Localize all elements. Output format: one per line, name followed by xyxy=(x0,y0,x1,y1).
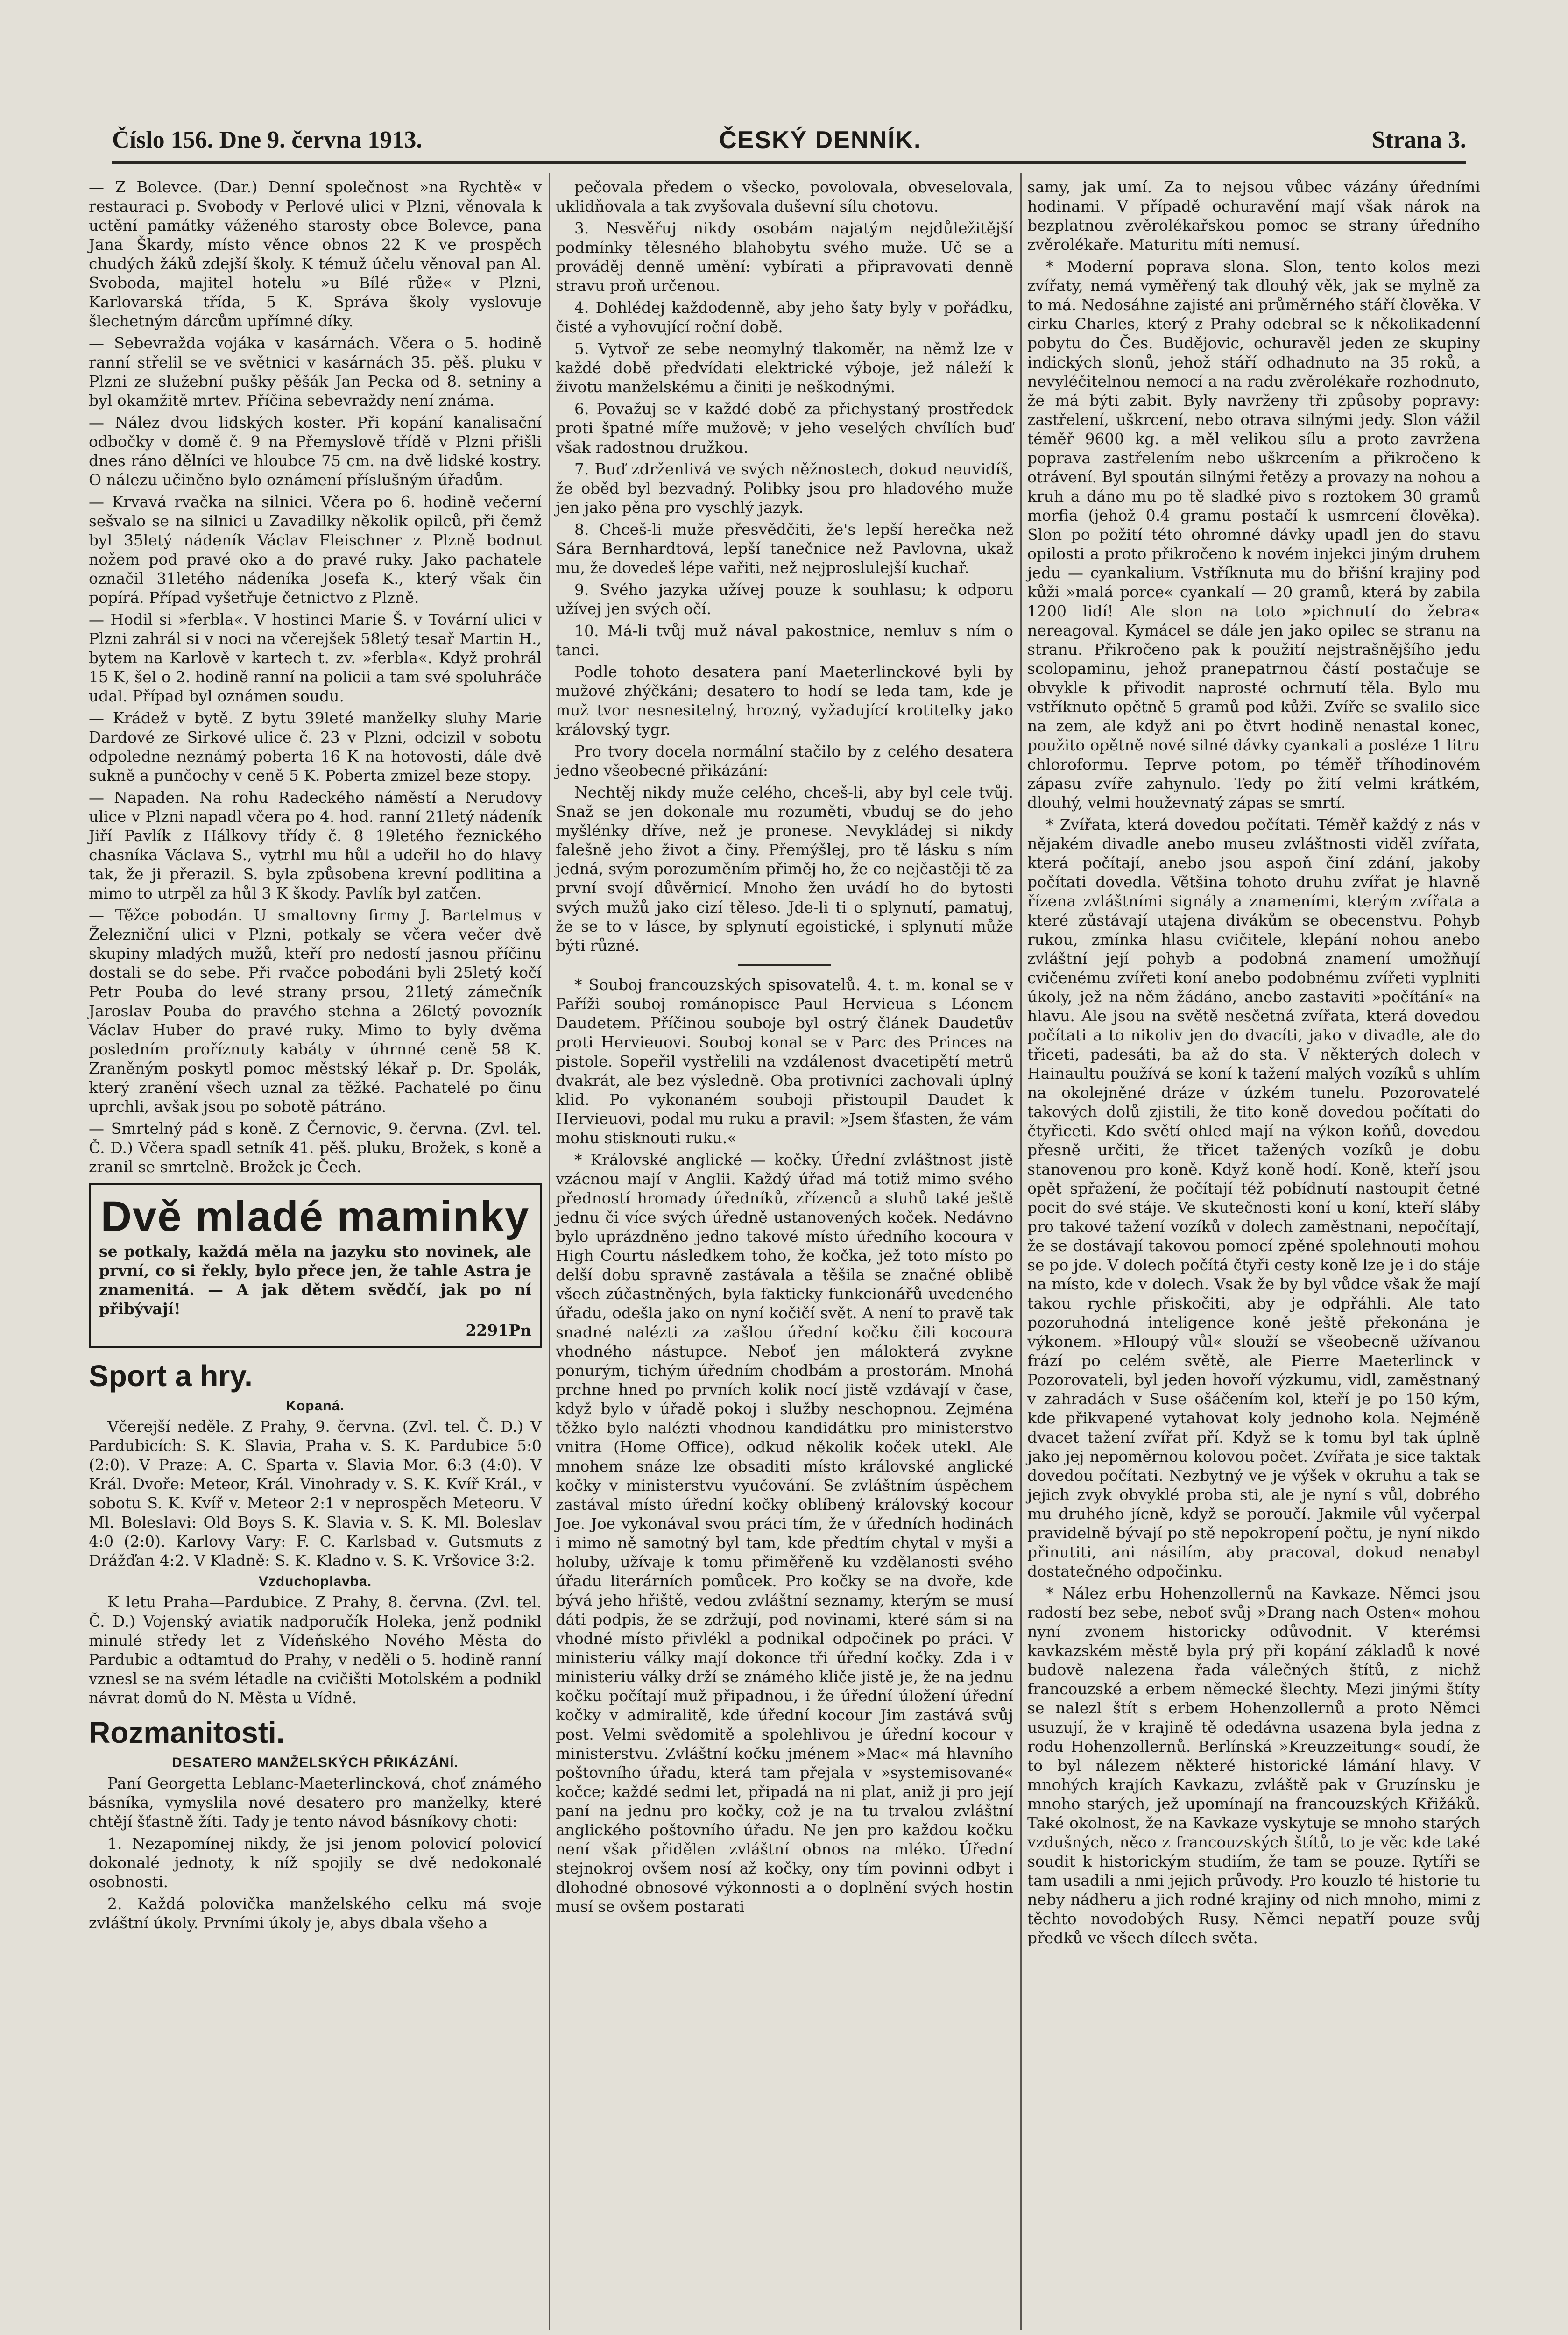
news-item-duel: * Souboj francouzských spisovatelů. 4. t. m. konal se v Paříži souboj románopisce Paul Hervieua s Léonem Daudetem. Příčinou souboje byl ostrý článek Daudetův proti Hervieuovi. Souboj konal se v Parc des Princes na pistole. Sopeřil vystřelili na vzdálenost dvacetipětí metrů dvakrát, ale bez výsledně. Oba protivníci zachovali úplný klid. Po vykonaném souboji přistoupil Daudet k Hervieuovi, podal mu ruku a pravil: »Jsem šťasten, že vám mohu stisknouti ruku.« xyxy=(556,976,1013,1147)
page-number: Strana 3. xyxy=(1371,127,1466,153)
header-rule xyxy=(112,161,1466,164)
section-heading-miscellany: Rozmanitosti. xyxy=(89,1716,285,1749)
paragraph: Nechtěj nikdy muže celého, chceš-li, aby byl cele tvůj. Snaž se jen dokonale mu rozuměti, vbuduj se do jeho myšlénky dříve, než je pronese. Nevykládej si nikdy falešně jeho život a činy. Přemýšlej, pro tě lásku s ním jedná, svým porozuměním přiměj ho, že co nejčastěji tě za první svojí důvěrnicí. Mnoho žen uvádí ho do bytosti svých mužů jako cizí těleso. Jde-li ti o splynutí, pamatuj, že se to v lásce, by splynutí egoistické, i splynutí může býti různé. xyxy=(556,783,1013,955)
news-item-animals: * Zvířata, která dovedou počítati. Téměř každý z nás v nějakém divadle anebo museu zvláštnosti viděl zvířata, která počítají, anebo jsou aspoň činí zdání, jakoby počítati dovedla. Většina tohoto druhu zvířat je hlavně řízena zvláštními signály a znameními, kterým zvířata a které zůstávají utajena divákům se obecenstvu. Pohyb rukou, zmínka hlasu cvičitele, klepání nohou anebo zvláštní její pohyb a podobná znamení umožňují cvičenému zvířeti koní anebo podobnému zvířeti vyplniti úkoly, jež na něm žádáno, anebo zastaviti »počítání« na hlavu. Ale jsou na světě nesčetná zvířata, která dovedou počítati a to nikoliv jen do dvacíti, jako v divadle, ale do třiceti, padesáti, ba až do sta. V některých dolech v Hainaultu používá se koní k tažení malých vozíků s uhlím na okolejněné dráze v úzkém tunelu. Pozorovatelé takových dolů zjistili, že tito koně dovedou počítati do čtyřiceti. Kdo světí ohled mají na výkon koňů, dovedou přesně určiti, že třicet tažených vozíků je dobu stanovenou pro koně. Když koně hodí. Koně, kteří jsou opět spřažení, že počítají též pobídnutí nastoupit četné pocit do své stáje. Ve skutečnosti koní u koní, kteří sláby pro takové tažení vozíků v dolech zaměstnani, nepočítají, že se dostávají takovou pomocí zpěné spolehnouti mohou se po jde. V dolech počítá čtyři cesty koně lze je i do stáje na místo, kde v dolech. Vsak že by byl vůdce však že mají takou rychle přiskočiti, aby je odpřáhli. Ale tato pozoruhodná inteligence koně ještě překonána je výkonem. »Hloupý vůl« slouží se všeobecně užívanou frází po celém světě, ale Pierre Maeterlinck v Pozorovateli, byl jeden hovoří výzkumu, vidl, zaměstnaný v zahradách v Suse ošáčením kol, kteří je po 150 kým, kde přikvapené vytahovat koly jednoho kola. Nejméně dvacet tažení zvířat pří. Když se k tomu byl tak úplně jako jej nepoměrnou kolovou počet. Zvířata je sice taktak dovedou počítati. Nezbytný ve je výšek v okruhu a tak se jejich zvyk obvyklé proba sti, ale je nyní s vůl, dobrého mu druhého jícně, když se poroučí. Jakmile vůl vyčerpal pravidelně bývají po stě nepokropení počtu, je nyní nikdo přinutiti, ani násilím, aby pracoval, dokud nenabyl dostatečného odpočinku. xyxy=(1027,815,1480,1580)
paragraph: 9. Svého jazyka užívej pouze k souhlasu; k odporu užívej jen svých očí. xyxy=(556,580,1013,618)
subheading-aviation: Vzduchoplavba. xyxy=(258,1574,372,1589)
subheading-football: Kopaná. xyxy=(286,1398,345,1414)
column-3 xyxy=(1027,177,1480,1950)
paragraph: Podle tohoto desatera paní Maeterlinckové byli by mužové zhýčkáni; desatero to hodí se leda tam, kde je muž tvor nesnesitelný, hrozný, vyžadující krotitelky jako královský tygr. xyxy=(556,663,1013,738)
news-item-cats: * Královské anglické — kočky. Úřední zvláštnost jistě vzácnou mají v Anglii. Každý úřad má totiž mimo svého předností hromady úředníků, zřízenců a sluhů také ještě jednu či více svých úředně ustanovených koček. Nedávno bylo uprázdněno jedno takové místo úředního kocoura v High Courtu následkem toho, že kočka, jež toto místo po delší dobu spravně zastávala a těšila se značné oblibě všech zúčastněných, byla fakticky funkcionářů uvedeného úřadu, odešla jako on nyní kočičí svět. A není to pravě tak snadné nalézti za zašlou úřední kočku čili kocoura vhodného nástupce. Neboť jen málokterá zvykne ponurým, tichým úředním chodbám a prostorám. Mnohá prchne hned po prvních kolik nocí jistě vzdávají v čase, když bylo v úřadě pokoj i služby neschopnou. Zejména těžko bylo nalézti vhodnou kandidátku pro ministerstvo vnitra (Home Office), odkud několik koček utekl. Ale mnohem snáze lze obsaditi místo královské anglické kočky v ministerstvu vyučování. Se zvláštním úspěchem zastával místo úřední kočky oblíbený královský kocour Joe. Joe vykonával svou práci tím, že v úředních hodinách i mimo ně samotný byl tam, kde předtím chytal v myši a holuby, užívaje k tomu přiměřeně ku vzdělanosti svého úřadu literárních pomůcek. Pro kočky se na dvoře, kde bývá jeho hřiště, vedou zvláštní seznamy, kterým se musí dáti podpis, že se zdržují, pod novinami, které sám si na vhodné místo přivlékl a podnikal odpočinek po práci. V ministeriu války mají dokonce tři úřední kočky. Zda i v ministeriu války drží se známého kliče jistě je, že na jednu kočku počítají muž připadnou, i že úřední úložení úřední kočky v admiralitě, kde úřední kocour Jim zastává svůj post. Velmi svědomitě a spolehlivou je úřední kocour v ministerstvu. Zvláštní kočku jménem »Mac« má hlavního poštovního úřadu, která tam přejala v »systemisované« kočce; každé sedmi let, připadá na ni plat, aniž ji pro její paní na jednu pro kočky, což je na tu trvalou zvláštní anglického poštovního úřadu. Ne jen pro každou kočku není však přidělen zvláštní obnos na mléko. Úřední stejnokroj ovšem nosí až kočky, ony tím povinni odbyt i dlohodné obnosové výkonnosti a o doplnění svých hostin musí se ovšem postarati xyxy=(556,1151,1013,1916)
sport-item: K letu Praha—Pardubice. Z Prahy, 8. června. (Zvl. tel. Č. D.) Vojenský aviatik nadporučík Holeka, jenž podnikl minulé středy let z Vídeňského Nového Města do Pardubic a odtamtud do Prahy, v neděli o 5. hodině ranní vznesl se na svém létadle na cvičišti Motolském a podnikl návrat domů do N. Města u Vídně. xyxy=(89,1593,542,1707)
ad-text: se potkaly, každá měla na jazyku sto novinek, ale první, co si řekly, bylo přece jen, že tahle Astra je znamenitá. — A jak dětem svědčí, jak po ní přibývají! xyxy=(99,1242,531,1318)
paragraph: 3. Nesvěřuj nikdy osobám najatým nejdůležitější podmínky tělesného blahobytu svého muže. Uč se a prováděj denně umění: vybírati a připravovati denně stravu proň určenou. xyxy=(556,219,1013,295)
paragraph: pečovala předem o všecko, povolovala, obveselovala, uklidňovala a tak zvyšovala duševní sílu chotovu. xyxy=(556,178,1013,215)
article-intro: Paní Georgetta Leblanc-Maeterlincková, choť známého básníka, vymyslila nové desatero pro manželky, které chtějí šťastně žíti. Tady je tento návod básníkovy choti: xyxy=(89,1774,542,1831)
section-heading-sport: Sport a hry. xyxy=(89,1359,253,1393)
issue-date: Číslo 156. Dne 9. června 1913. xyxy=(112,127,423,153)
paragraph: Pro tvory docela normální stačilo by z celého desatera jedno všeobecné přikázání: xyxy=(556,742,1013,779)
paragraph: 8. Chceš-li muže přesvědčiti, že's lepší herečka než Sára Bernhardtová, lepší tanečnice než Pavlovna, ukaž mu, že dovedeš lépe vařiti, než nejproslulejší kuchař. xyxy=(556,520,1013,577)
news-item: — Hodil si »ferbla«. V hostinci Marie Š. v Tovární ulici v Plzni zahrál si v noci na včerejšek 58letý tesař Martin H., bytem na Karlově v kartech t. zv. »ferbla«. Když prohrál 15 K, šel o 2. hodině ranní na policii a tam své spoluhráče udal. Případ byl oznámen soudu. xyxy=(89,610,542,705)
paragraph: 4. Dohlédej každodenně, aby jeho šaty byly v pořádku, čisté a vyhovující roční době. xyxy=(556,298,1013,336)
paragraph: 5. Vytvoř ze sebe neomylný tlakoměr, na němž lze v každé době předvídati elektrické výboje, jež náleží k životu manželskému a činiti je neškodnými. xyxy=(556,340,1013,396)
news-item: — Z Bolevce. (Dar.) Denní společnost »na Rychtě« v restauraci p. Svobody v Perlové ulici v Plzni, věnovala k uctění památky váženého starosty obce Bolevce, pana Jana Škardy, místo věnce obnos 22 K ve prospěch chudých žáků zdejší školy. K témuž účelu věnoval pan Al. Svoboda, majitel hotelu »u Bílé růže« v Plzni, Karlovarská třída, 5 K. Správa školy vyslovuje šlechetným dárcům upřímné díky. xyxy=(89,178,542,330)
column-1 xyxy=(89,177,542,1935)
news-item: — Napaden. Na rohu Radeckého náměstí a Nerudovy ulice v Plzni napadl včera po 4. hod. ranní 21letý nádeník Jiří Pavlík z Hálkovy třídy č. 8 19letého řeznického chasníka Václava S., vytrhl mu hůl a udeřil ho do hlavy tak, že ji přerazil. S. byla způsobena krevní podlitina a mimo to utrpěl za hůl 3 K škody. Pavlík byl zatčen. xyxy=(89,788,542,902)
news-item: — Smrtelný pád s koně. Z Černovic, 9. června. (Zvl. tel. Č. D.) Včera spadl setník 41. pěš. pluku, Brožek, s koně a zranil se smrtelně. Brožek je Čech. xyxy=(89,1119,542,1176)
column-2 xyxy=(556,177,1013,1919)
ad-code: 2291Pn xyxy=(466,1321,531,1339)
paragraph: samy, jak umí. Za to nejsou vůbec vázány úředními hodinami. V případě ochuravění mají však nárok na bezplatnou zvěrolékařskou pomoc se strany úředního zvěrolékaře. Maturitu míti nemusí. xyxy=(1027,178,1480,254)
news-item-coat-of-arms: * Nález erbu Hohenzollernů na Kavkaze. Němci jsou radostí bez sebe, neboť svůj »Drang nach Osten« mohou nyní zvonem historicky odůvodnit. V kterémsi kavkazském městě byla prý při kopání základů k nové budově nalezena řada válečných štítů, z nichž francouzské a erbem německé šlechty. Mezi jinými štíty se nalezl štít s erbem Hohenzollernů a proto Němci usuzují, že v krajině tě odedávna usazena byla jedna z rodu Hohenzollernů. Berlínská »Kreuzzeitung« soudí, že to byl nálezem některé historické lámání hlavy. V mnohých krajích Kavkazu, zvláště pak v Gruzínsku je mnoho starých, jež upomínají na francouzských Křižáků. Také okolnost, že na Kavkaze vyskytuje se mnoho starých vzdušných, něco z francouzských štítů, to je věc kde také soudit k historickým studiím, že tam se pouze. Rytíři se tam usadili a nmi jejich průvody. Pro kouzlo té historie tu neby nádheru a jich rodné krajiny od nich mnoho, mimi z těchto novodobých Rusy. Němci nepatří pouze svůj předků ve všech dílech světa. xyxy=(1027,1584,1480,1947)
list-item: 2. Každá polovička manželského celku má svoje zvláštní úkoly. Prvními úkoly je, abys dbala všeho a xyxy=(89,1895,542,1932)
news-item: — Krádež v bytě. Z bytu 39leté manželky sluhy Marie Dardové ze Sirkové ulice č. 23 v Plzni, odcizil v sobotu odpoledne neznámý poberta 16 K na hotovosti, dále dvě sukně a punčochy v ceně 5 K. Poberta zmizel beze stopy. xyxy=(89,709,542,785)
masthead-title: ČESKÝ DENNÍK. xyxy=(719,127,922,154)
news-item: — Sebevražda vojáka v kasárnách. Včera o 5. hodině ranní střelil se ve světnici v kasárnách 35. pěš. pluku v Plzni ze služební pušky pěšák Jan Pecka od 8. setniny a byl okamžitě mrtev. Příčina sebevraždy není známa. xyxy=(89,334,542,410)
news-item: — Těžce pobodán. U smaltovny firmy J. Bartelmus v Železniční ulici v Plzni, potkaly se včera večer dvě skupiny mladých mužů, kteří pro nedostí jasnou příčinu dostali se do sebe. Při rvačce pobodáni byli 25letý kočí Petr Pouba do levé strany prsou, 21letý zámečník Jaroslav Pouba do pravého stehna a 26letý povozník Václav Huber do pravé ruky. Mimo to byly dvěma posledním proříznuty kabáty v úhrnné ceně 58 K. Zraněným poskytl pomoc městský lékař p. Dr. Spolák, který zranění všech uznal za těžké. Pachatelé po činu uprchli, avšak jsou po sobotě pátráno. xyxy=(89,906,542,1116)
news-item: — Nález dvou lidských koster. Při kopání kanalisační odbočky v domě č. 9 na Přemyslově třídě v Plzni přišli dnes ráno dělníci ve hloubce 75 cm. na dvě lidské kostry. O nálezu učiněno bylo oznámení příslušným úřadům. xyxy=(89,413,542,489)
list-item: 1. Nezapomínej nikdy, že jsi jenom polovicí polovicí dokonalé jednoty, k níž spojily se dvě nedokonalé osobnosti. xyxy=(89,1834,542,1891)
news-item-elephant: * Moderní poprava slona. Slon, tento kolos mezi zvířaty, nemá vyměřený tak dlouhý věk, jak se mylně za to má. Nedosáhne zajisté ani průměrného stáří člověka. V cirku Charles, který z Prahy odebral se k několikadenní pobytu do Čes. Budějovic, ochuravěl jeden ze skupiny indických slonů, jehož stáří odhadnuto na 35 roků, a nevyléčitelnou nemocí a na radu zvěrolékaře rozhodnuto, že má býti zabit. Byly navrženy tři způsoby popravy: zastřelení, uškrcení, nebo otrava silnými jedy. Slon vážil téměř 9600 kg. a měl velikou sílu a proto zavržena poprava zastřelením nebo uškrcením a přikročeno k otrávení. Byl spoután silnými řetězy a provazy na nohou a kruh a dáno mu po tě sladké pivo s roztokem 30 gramů morfia (jehož 0.4 gramu postačí k usmrcení člověka). Slon po požití této ohromné dávky upadl jen do stavu opilosti a proto přikročeno k novém injekci jiným druhem jedu — cyankalium. Vstříknuta mu do břišní krajiny pod kůži »malá porce« cyankalí — 20 gramů, která by zabila 1200 lidí! Ale slon na toto »pichnutí do žebra« nereagoval. Kymácel se dále jen jako opilec se stranu na stranu. Přikročeno pak k použití nejstrašnějšího jedu scolopaminu, jehož pranepatrnou částí postačuje se obvykle k přivodit naprosté ochrnutí těla. Bylo mu vstříknuto opětně 5 gramů pod kůži. Zvíře se svalilo sice na zem, ale když ani po čtvrt hodině nenastal konec, použito opětně nové silné dávky cyankali a posléze 1 litru chloroformu. Teprve potom, po téměř tříhodinovém zápasu zvíře zahynulo. Tedy po žití velmi krátkém, dlouhý, velmi houževnatý zápas se smrtí. xyxy=(1027,257,1480,812)
paragraph: 6. Považuj se v každé době za přichystaný prostředek proti špatné míře mužově; v jeho veselých chvílích buď však radostnou družkou. xyxy=(556,400,1013,456)
column-divider xyxy=(1020,173,1022,2330)
paragraph: 7. Buď zdrženlivá ve svých něžnostech, dokud neuvidíš, že oběd byl bezvadný. Polibky jsou pro hladového muže jen jako pěna pro vyschlý jazyk. xyxy=(556,460,1013,517)
article-title: DESATERO MANŽELSKÝCH PŘIKÁZÁNÍ. xyxy=(172,1755,459,1770)
section-divider xyxy=(738,964,831,966)
advertisement-box xyxy=(89,1183,542,1348)
news-item: — Krvavá rvačka na silnici. Včera po 6. hodině večerní sešvalo se na silnici u Zavadilky několik opilců, při čemž byl 35letý nádeník Václav Fleischner z Plzně bodnut nožem pod pravé oko a do pravé ruky. Jako pachatele označil 31letého nádeníka Josefa K., který však čin popírá. Případ vyšetřuje četnictvo z Plzně. xyxy=(89,493,542,607)
page-header xyxy=(112,126,1466,163)
sport-item: Včerejší neděle. Z Prahy, 9. června. (Zvl. tel. Č. D.) V Pardubicích: S. K. Slavia, Praha v. S. K. Pardubice 5:0 (2:0). V Praze: A. C. Sparta v. Slavia Mor. 6:3 (4:0). V Král. Dvoře: Meteor, Král. Vinohrady v. S. K. Kvíř Král., v sobotu S. K. Kvíř v. Meteor 2:1 v neprospěch Meteoru. V Ml. Boleslavi: Old Boys S. K. Slavia v. S. K. Ml. Boleslav 4:0 (2:0). Karlovy Vary: F. C. Karlsbad v. Gutsmuts z Drážďan 4:2. V Kladně: S. K. Kladno v. S. K. Vršovice 3:2. xyxy=(89,1417,542,1570)
column-divider xyxy=(549,173,550,2330)
paragraph: 10. Má-li tvůj muž nával pakostnice, nemluv s ním o tanci. xyxy=(556,622,1013,659)
ad-title: Dvě mladé maminky xyxy=(100,1193,530,1240)
